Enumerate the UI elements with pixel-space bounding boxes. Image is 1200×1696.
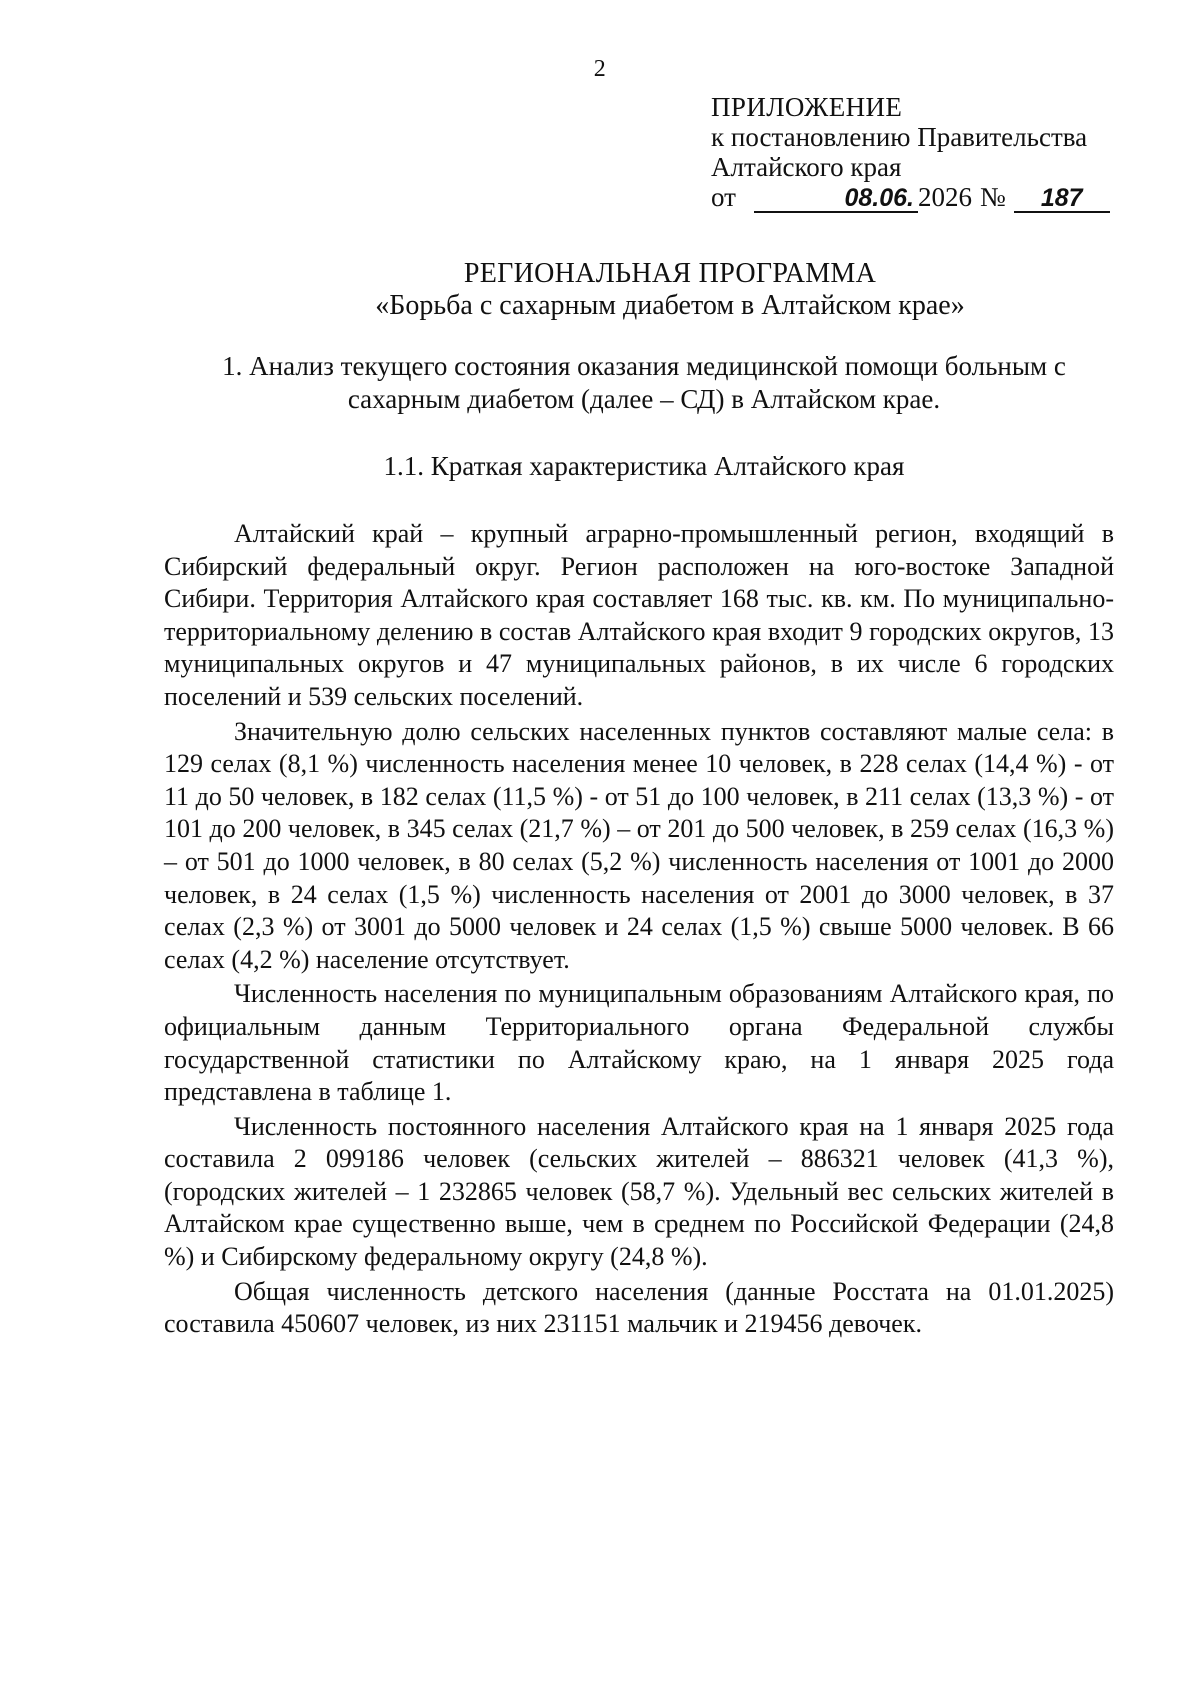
paragraph: Численность населения по муниципальным образованиям Алтайского края, по официальным данным Территориального органа Федеральной службы государственной статистики по Алтайскому краю, на 1 января 2025 года представлена в таблице 1. (164, 979, 1114, 1107)
paragraph: Общая численность детского населения (данные Росстата на 01.01.2025) составила 450607 человек, из них 231151 мальчик и 219456 девочек. (164, 1276, 1114, 1339)
number-sign: № (979, 182, 1006, 212)
from-label: от (711, 182, 736, 212)
program-title-line-1: РЕГИОНАЛЬНАЯ ПРОГРАММА (463, 258, 877, 289)
program-title (0, 258, 1200, 322)
appendix-block (711, 92, 1131, 213)
appendix-date-row (711, 182, 1131, 213)
paragraph: Значительную долю сельских населенных пунктов составляют малые села: в 129 селах (8,1 %) численность населения менее 10 человек, в 228 селах (14,4 %) - от 11 до 50 человек, в 182 селах (11,5 %) - от 51 до 100 человек, в 211 селах (13,3 %) - от 101 до 200 человек, в 345 селах (21,7 %) – от 201 до 500 человек, в 259 селах (16,3 %) – от 501 до 1000 человек, в 80 селах (5,2 %) численность населения от 1001 до 2000 человек, в 24 селах (1,5 %) численность населения от 2001 до 3000 человек, в 37 селах (2,3 %) от 3001 до 5000 человек и 24 селах (1,5 %) свыше 5000 человек. В 66 селах (4,2 %) население отсутствует. (164, 716, 1114, 974)
number-value: 187 (1014, 185, 1110, 213)
subsection-heading: 1.1. Краткая характеристика Алтайского края (383, 451, 905, 481)
section-heading: 1. Анализ текущего состояния оказания медицинской помощи больным с сахарным диабетом (далее – СД) в Алтайском крае. (222, 351, 1066, 414)
page-number: 2 (593, 56, 607, 82)
appendix-line-1: к постановлению Правительства (711, 122, 1088, 152)
body-text (164, 518, 1114, 1343)
program-title-line-2: «Борьба с сахарным диабетом в Алтайском крае» (375, 290, 965, 321)
paragraph: Численность постоянного населения Алтайского края на 1 января 2025 года составила 2 099186 человек (сельских жителей – 886321 человек (41,3 %), (городских жителей – 1 232865 человек (58,7 %). Удельный вес сельских жителей в Алтайском крае существенно выше, чем в среднем по Российской Федерации (24,8 %) и Сибирскому федеральному округу (24,8 %). (164, 1111, 1114, 1272)
paragraph: Алтайский край – крупный аграрно-промышленный регион, входящий в Сибирский федеральный округ. Регион расположен на юго-востоке Западной Сибири. Территория Алтайского края составляет 168 тыс. кв. км. По муниципально-территориальному делению в состав Алтайского края входит 9 городских округов, 13 муниципальных округов и 47 муниципальных районов, в их числе 6 городских поселений и 539 сельских поселений. (164, 519, 1114, 711)
appendix-line-2: Алтайского края (711, 152, 902, 182)
appendix-heading: ПРИЛОЖЕНИЕ (711, 92, 903, 122)
date-value: 08.06. (754, 185, 918, 213)
year-value: 2026 (917, 182, 972, 212)
